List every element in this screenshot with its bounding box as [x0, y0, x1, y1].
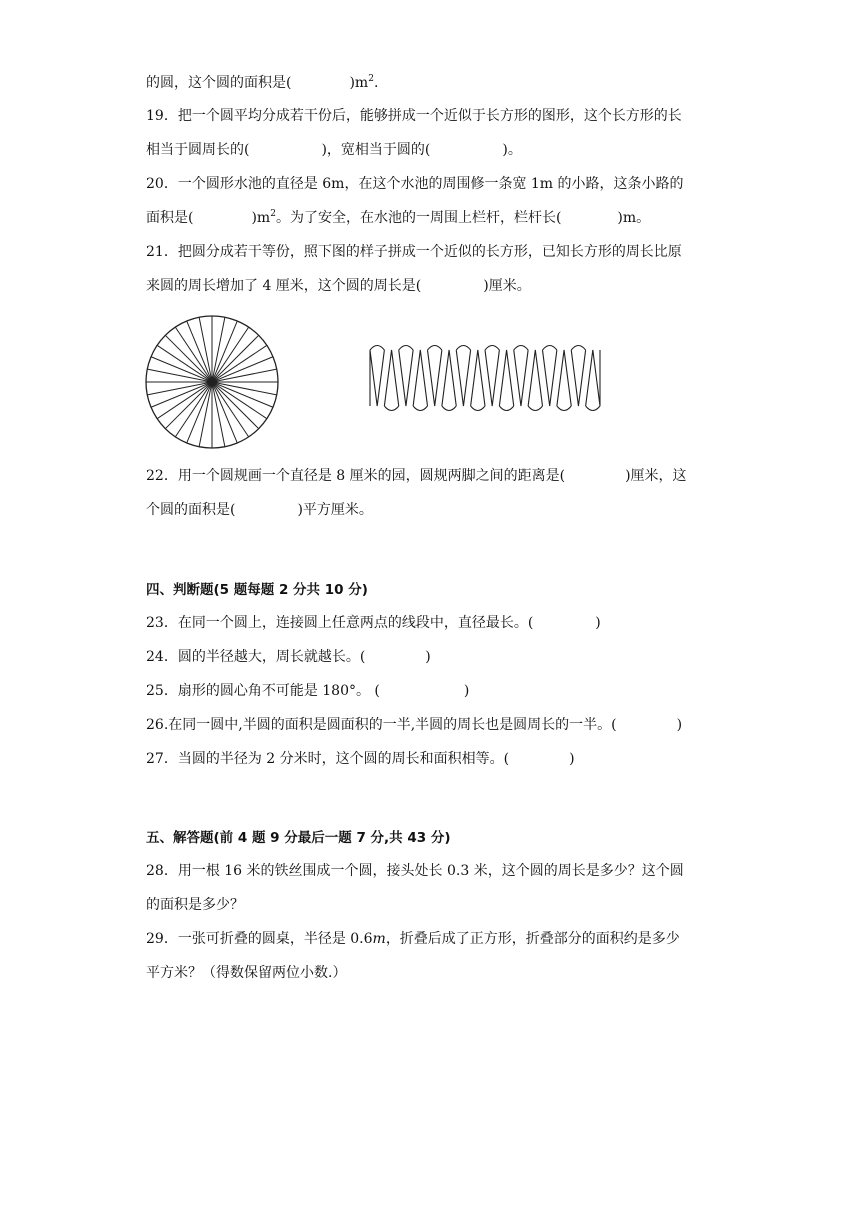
section-title-judgment: 四、判断题(5 题每题 2 分共 10 分) [146, 582, 368, 598]
q27: 27．当圆的半径为 2 分米时，这个圆的周长和面积相等。( ) [146, 751, 575, 767]
q29-line2: 平方米？（得数保留两位小数.） [146, 965, 347, 981]
q28-line2: 的面积是多少？ [146, 897, 244, 913]
q28-line1: 28．用一根 16 米的铁丝围成一个圆，接头处长 0.3 米，这个圆的周长是多少？这个圆 [146, 863, 684, 879]
q24: 24．圆的半径越大，周长就越长。( ) [146, 649, 431, 665]
q18-line1: 的圆，这个圆的面积是( )$m^2$. [146, 74, 379, 91]
q25: 25．扇形的圆心角不可能是 180°。 ( ) [146, 683, 470, 699]
section-title-solve: 五、解答题(前 4 题 9 分最后一题 7 分,共 43 分) [146, 830, 451, 846]
q23: 23．在同一个圆上，连接圆上任意两点的线段中，直径最长。( ) [146, 615, 601, 631]
q22-line1: 22．用一个圆规画一个直径是 8 厘米的园，圆规两脚之间的距离是( )厘米，这 [146, 468, 687, 484]
approx-rectangle-figure [366, 344, 606, 412]
sector-outline [370, 346, 600, 411]
q20-line2: 面积是( )$m^2$。为了安全，在水池的一周围上栏杆，栏杆长( )m。 [146, 209, 651, 226]
q29-line1: 29．一张可折叠的圆桌，半径是 0.6m，折叠后成了正方形，折叠部分的面积约是多少 [146, 931, 680, 947]
q21-line1: 21．把圆分成若干等份，照下图的样子拼成一个近似的长方形，已知长方形的周长比原 [146, 244, 682, 260]
q26: 26.在同一圆中,半圆的面积是圆面积的一半,半圆的周长也是圆周长的一半。( ) [146, 717, 683, 733]
q22-line2: 个圆的面积是( )平方厘米。 [146, 502, 373, 518]
q19-line1: 19．把一个圆平均分成若干份后，能够拼成一个近似于长方形的图形，这个长方形的长 [146, 108, 682, 124]
q19-line2: 相当于圆周长的( )，宽相当于圆的( )。 [146, 142, 522, 158]
q21-line2: 来圆的周长增加了 4 厘米，这个圆的周长是( )厘米。 [146, 278, 531, 294]
divided-circle-figure [142, 312, 282, 452]
q20-line1: 20．一个圆形水池的直径是 6m，在这个水池的周围修一条宽 1m 的小路，这条小路的 [146, 176, 684, 192]
